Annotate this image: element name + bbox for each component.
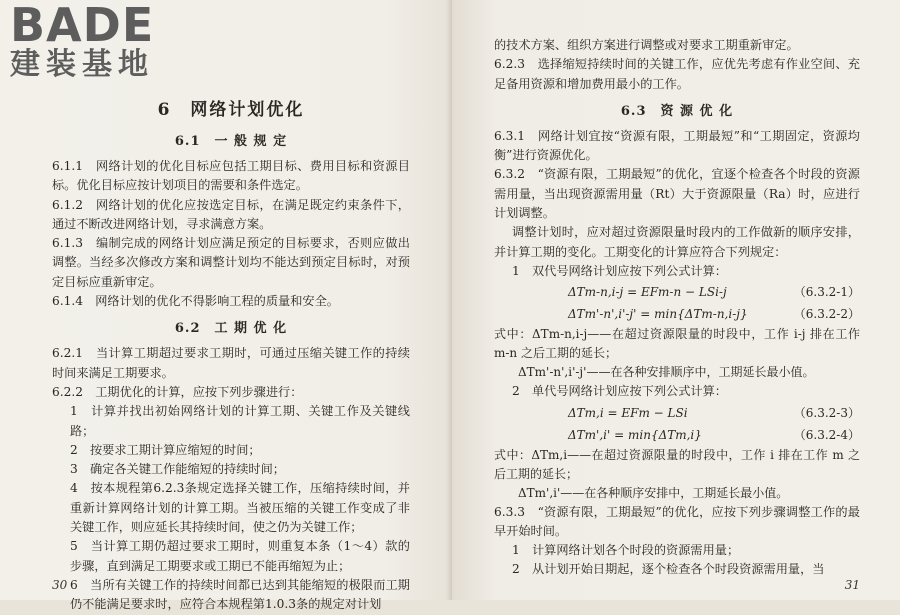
clause: 6.3.3 “资源有限，工期最短”的优化，应按下列步骤调整工作的最早开始时间。 <box>494 504 860 538</box>
section-heading: 6.1 一 般 规 定 <box>174 134 288 149</box>
equation <box>494 281 860 303</box>
clause: 6.1.4 网络计划的优化不得影响工程的质量和安全。 <box>52 294 339 309</box>
symbol-definition: 式中：ΔTm,i——在超过资源限量的时段中，工作 i 排在工作 m 之后工期的延长； <box>494 447 860 481</box>
equation-body: ΔTm-n,i-j = EFm-n − LSi-j <box>568 285 727 300</box>
left-page <box>0 0 452 612</box>
right-page <box>452 0 900 600</box>
symbol-definition: 式中：ΔTm-n,i-j——在超过资源限量的时段中，工作 i-j 排在工作 m-n 之后工期的延长； <box>494 327 860 361</box>
equation-body: ΔTm'-n',i'-j' = min{ΔTm-n,i-j} <box>568 307 748 322</box>
section-heading: 6.3 资 源 优 化 <box>620 103 734 119</box>
equation-body: ΔTm',i' = min{ΔTm,i} <box>568 427 702 442</box>
page-number: 30 <box>52 578 68 592</box>
clause: 6.3.1 网络计划宜按“资源有限，工期最短”和“工期固定，资源均衡”进行资源优化。 <box>494 128 860 163</box>
page-number: 31 <box>844 578 860 592</box>
clause-continuation: 的技术方案、组织方案进行调整或对要求工期重新审定。 <box>494 38 799 52</box>
logo-latin: BADE <box>10 0 155 52</box>
chapter-title: 6 网络计划优化 <box>157 100 305 120</box>
step-item: 1 计算网络计划各个时段的资源需用量； <box>512 543 740 558</box>
watermark-logo <box>10 2 180 82</box>
equation <box>494 303 860 325</box>
equation-number: （6.3.2-4） <box>793 427 860 442</box>
logo-chinese: 建装基地 <box>10 47 154 82</box>
clause: 6.1.3 编制完成的网络计划应满足预定的目标要求，否则应做出调整。当经多次修改方案和调整计划均不能达到预定目标时，对预定目标应重新审定。 <box>52 236 410 289</box>
step-item: 3 确定各关键工作能缩短的持续时间； <box>70 462 285 477</box>
step-item: 1 双代号网络计划应按下列公式计算： <box>512 263 727 278</box>
step-item: 4 按本规程第6.2.3条规定选择关键工作，压缩持续时间，并重新计算网络计划的计算工期。当被压缩的关键工作变成了非关键工作，则应延长其持续时间，使之仍为关键工作； <box>70 481 410 535</box>
clause: 6.2.1 当计算工期超过要求工期时，可通过压缩关键工作的持续时间来满足工期要求。 <box>52 346 410 380</box>
clause: 6.3.2 “资源有限，工期最短”的优化，宜逐个检查各个时段的资源需用量，当出现资源需用量（Rt）大于资源限量（Ra）时，应进行计划调整。 <box>494 167 860 221</box>
clause: 6.2.3 选择缩短持续时间的关键工作，应优先考虑有作业空间、充足备用资源和增加费用最小的工作。 <box>494 57 860 91</box>
step-item: 1 计算并找出初始网络计划的计算工期、关键工作及关键线路； <box>70 404 410 438</box>
step-item: 5 当计算工期仍超过要求工期时，则重复本条（1～4）款的步骤，直到满足工期要求或工期已不能再缩短为止； <box>70 539 410 573</box>
equation-number: （6.3.2-2） <box>793 307 860 322</box>
step-item: 2 单代号网络计划应按下列公式计算： <box>512 384 727 399</box>
equation-body: ΔTm,i = EFm − LSi <box>568 405 688 420</box>
equation <box>494 402 860 424</box>
paragraph: 调整计划时，应对超过资源限量时段内的工作做新的顺序安排，并计算工期的变化。工期变化的计算应符合下列规定： <box>494 225 860 259</box>
section-heading: 6.2 工 期 优 化 <box>174 321 288 337</box>
equation <box>494 424 860 446</box>
symbol-definition: ΔTm'-n',i'-j'——在各种安排顺序中，工期延长最小值。 <box>518 365 815 380</box>
clause: 6.1.2 网络计划的优化应按选定目标，在满足既定约束条件下，通过不断改进网络计划，寻求满意方案。 <box>52 197 410 231</box>
clause: 6.1.1 网络计划的优化目标应包括工期目标、费用目标和资源目标。优化目标应按计划项目的需要和条件选定。 <box>52 159 410 193</box>
step-item: 2 从计划开始日期起，逐个检查各个时段资源需用量，当 <box>512 562 825 577</box>
step-item: 6 当所有关键工作的持续时间都已达到其能缩短的极限而工期仍不能满足要求时，应符合本规程第1.0.3条的规定对计划 <box>70 577 410 612</box>
symbol-definition: ΔTm',i'——在各种顺序安排中，工期延长最小值。 <box>518 485 789 500</box>
equation-number: （6.3.2-1） <box>793 285 860 300</box>
step-item: 2 按要求工期计算应缩短的时间； <box>70 442 261 457</box>
clause: 6.2.2 工期优化的计算，应按下列步骤进行： <box>52 384 303 399</box>
equation-number: （6.3.2-3） <box>793 405 860 420</box>
